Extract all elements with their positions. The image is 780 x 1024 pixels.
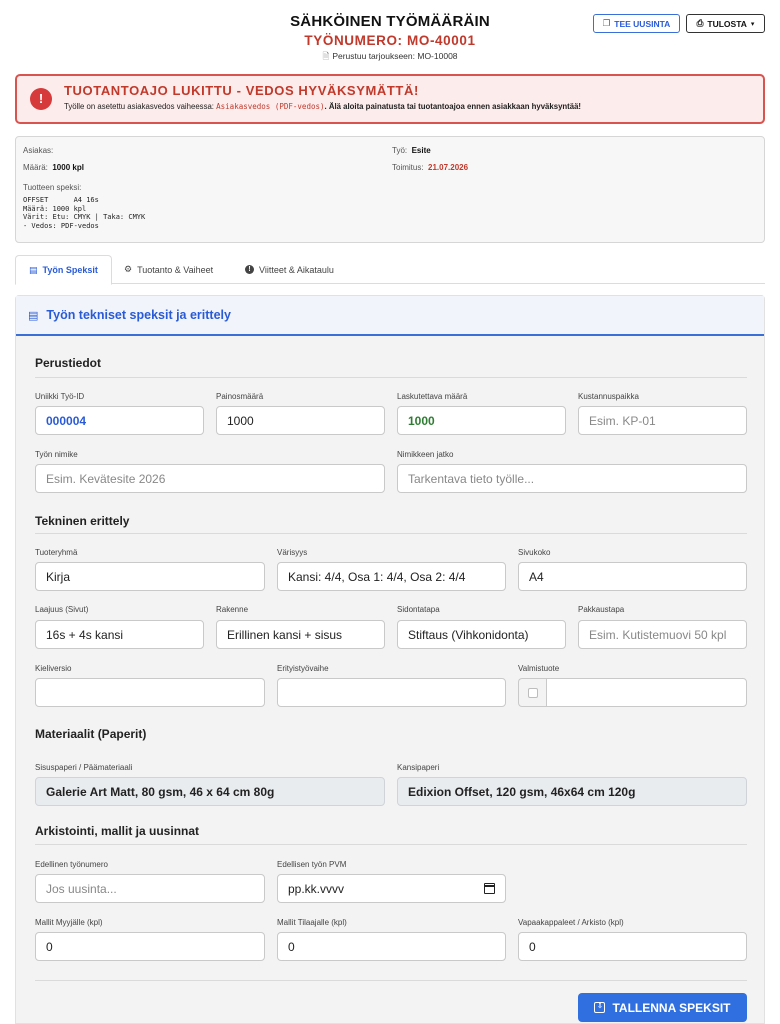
alert-icon: !: [30, 88, 52, 110]
tab-bar: [15, 255, 765, 284]
job-summary: [15, 136, 765, 243]
prev-job-label: Edellinen työnumero: [35, 860, 108, 869]
specs-card: [15, 295, 765, 1024]
print-qty-field[interactable]: 1000: [216, 406, 385, 435]
tab-specs-label: Työn Speksit: [42, 265, 98, 275]
free-copies-field[interactable]: 0: [518, 932, 747, 961]
page-title: SÄHKÖINEN TYÖMÄÄRÄIN: [290, 13, 490, 30]
card-header: [16, 296, 764, 336]
samples-seller-field[interactable]: 0: [35, 932, 265, 961]
alert-text: [64, 102, 581, 111]
alert-code: Asiakasvedos (PDF-vedos): [216, 102, 325, 111]
spec-icon: ▤: [28, 309, 39, 322]
structure-field[interactable]: Erillinen kansi + sisus: [216, 620, 385, 649]
language-field[interactable]: [35, 678, 265, 707]
prev-job-field[interactable]: Jos uusinta...: [35, 874, 265, 903]
prev-date-placeholder: pp.kk.vvvv: [288, 881, 345, 896]
spec-icon: ▤: [29, 264, 38, 275]
binding-field[interactable]: Stiftaus (Vihkonidonta): [397, 620, 566, 649]
cost-center-label: Kustannuspaikka: [578, 392, 639, 401]
section-archive: Arkistointi, mallit ja uusinnat: [35, 824, 200, 838]
delivery-value: 21.07.2026: [428, 163, 469, 172]
quantity-row: [23, 163, 84, 172]
finished-product-toggle[interactable]: [518, 678, 546, 707]
print-button[interactable]: [686, 14, 765, 33]
customer-row: [23, 146, 53, 155]
unique-id-label: Uniikki Työ-ID: [35, 392, 85, 401]
tab-specs[interactable]: [15, 255, 112, 285]
delivery-label: Toimitus:: [392, 163, 424, 172]
job-row: [392, 146, 431, 155]
binding-label: Sidontatapa: [397, 605, 440, 614]
save-specs-label: TALLENNA SPEKSIT: [612, 1000, 731, 1015]
new-repeat-button[interactable]: [593, 14, 680, 33]
packaging-label: Pakkaustapa: [578, 605, 625, 614]
print-qty-label: Painosmäärä: [216, 392, 264, 401]
new-repeat-label: TEE UUSINTA: [614, 18, 671, 29]
calendar-icon[interactable]: [484, 883, 495, 894]
section-technical: Tekninen erittely: [35, 514, 130, 528]
special-phase-label: Erityistyövaihe: [277, 664, 329, 673]
page-header: [0, 0, 780, 66]
unique-id-field[interactable]: 000004: [35, 406, 204, 435]
job-name-label: Työn nimike: [35, 450, 78, 459]
save-icon: ⇩: [594, 1002, 605, 1013]
extent-field[interactable]: 16s + 4s kansi: [35, 620, 204, 649]
alert-text-before: Työlle on asetettu asiakasvedos vaiheessa:: [64, 102, 217, 111]
gear-icon: ⚙: [124, 264, 133, 274]
based-on-text: Perustuu tarjoukseen: MO-10008: [332, 51, 458, 61]
cover-paper-field: Edixion Offset, 120 gsm, 46x64 cm 120g: [397, 777, 747, 806]
tab-references-label: Viitteet & Aikataulu: [259, 264, 334, 275]
samples-orderer-field[interactable]: 0: [277, 932, 506, 961]
specs-label: Tuotteen speksi:: [23, 183, 82, 192]
finished-product-field[interactable]: [546, 678, 747, 707]
print-label: TULOSTA: [707, 18, 747, 29]
alert-title: TUOTANTOAJO LUKITTU - VEDOS HYVÄKSYMÄTTÄ!: [64, 83, 419, 98]
prev-date-field[interactable]: [277, 874, 506, 903]
inner-paper-field: Galerie Art Matt, 80 gsm, 46 x 64 cm 80g: [35, 777, 385, 806]
cover-paper-label: Kansipaperi: [397, 763, 440, 772]
page-size-field[interactable]: A4: [518, 562, 747, 591]
billed-qty-field[interactable]: 1000: [397, 406, 566, 435]
product-group-field[interactable]: Kirja: [35, 562, 265, 591]
quantity-label: Määrä:: [23, 163, 48, 172]
colors-label: Värisyys: [277, 548, 308, 557]
page-size-label: Sivukoko: [518, 548, 551, 557]
chevron-down-icon: ▾: [750, 20, 755, 28]
name-ext-label: Nimikkeen jatko: [397, 450, 454, 459]
based-on-quote: [0, 51, 780, 65]
samples-orderer-label: Mallit Tilaajalle (kpl): [277, 918, 347, 927]
customer-label: Asiakas:: [23, 146, 54, 155]
special-phase-field[interactable]: [277, 678, 506, 707]
billed-qty-label: Laskutettava määrä: [397, 392, 468, 401]
finished-product-checkbox[interactable]: [528, 688, 538, 698]
copy-icon: ❐: [602, 18, 611, 28]
packaging-field[interactable]: Esim. Kutistemuovi 50 kpl: [578, 620, 747, 649]
file-icon: 🗎: [322, 51, 330, 61]
delivery-row: [392, 163, 468, 172]
language-label: Kieliversio: [35, 664, 72, 673]
section-materials: Materiaalit (Paperit): [35, 727, 147, 741]
product-group-label: Tuoteryhmä: [35, 548, 78, 557]
divider: [35, 844, 747, 845]
card-title: Työn tekniset speksit ja erittely: [46, 308, 231, 322]
job-number: TYÖNUMERO: MO-40001: [304, 33, 476, 48]
section-basics: Perustiedot: [35, 356, 102, 370]
printer-icon: ⎙: [696, 18, 704, 28]
prev-date-label: Edellisen työn PVM: [277, 860, 347, 869]
job-label: Työ:: [392, 146, 408, 155]
divider: [35, 377, 747, 378]
colors-field[interactable]: Kansi: 4/4, Osa 1: 4/4, Osa 2: 4/4: [277, 562, 506, 591]
job-value: Esite: [411, 146, 431, 155]
inner-paper-label: Sisuspaperi / Päämateriaali: [35, 763, 133, 772]
divider: [35, 533, 747, 534]
finished-product-label: Valmistuote: [518, 664, 560, 673]
divider: [35, 980, 747, 981]
quantity-value: 1000 kpl: [52, 163, 84, 172]
info-icon: !: [245, 265, 254, 274]
structure-label: Rakenne: [216, 605, 249, 614]
tab-references[interactable]: [232, 255, 347, 284]
extent-label: Laajuus (Sivut): [35, 605, 89, 614]
free-copies-label: Vapaakappaleet / Arkisto (kpl): [518, 918, 624, 927]
cost-center-field[interactable]: Esim. KP-01: [578, 406, 747, 435]
alert-text-after: . Älä aloita painatusta tai tuotantoajoa ennen asiakkaan hyväksyntää!: [324, 102, 582, 111]
tab-production-label: Tuotanto & Vaiheet: [137, 264, 214, 275]
samples-seller-label: Mallit Myyjälle (kpl): [35, 918, 103, 927]
name-ext-field[interactable]: Tarkentava tieto työlle...: [397, 464, 747, 493]
lock-alert: [15, 74, 765, 124]
specs-label-row: [23, 183, 81, 192]
tab-production[interactable]: [111, 255, 226, 284]
job-name-field[interactable]: Esim. Kevätesite 2026: [35, 464, 385, 493]
save-specs-button[interactable]: [578, 993, 747, 1022]
specs-text: OFFSET A4 16s Määrä: 1000 kpl Värit: Etu: CMYK | Taka: CMYK - Vedos: PDF-vedos: [23, 196, 146, 230]
